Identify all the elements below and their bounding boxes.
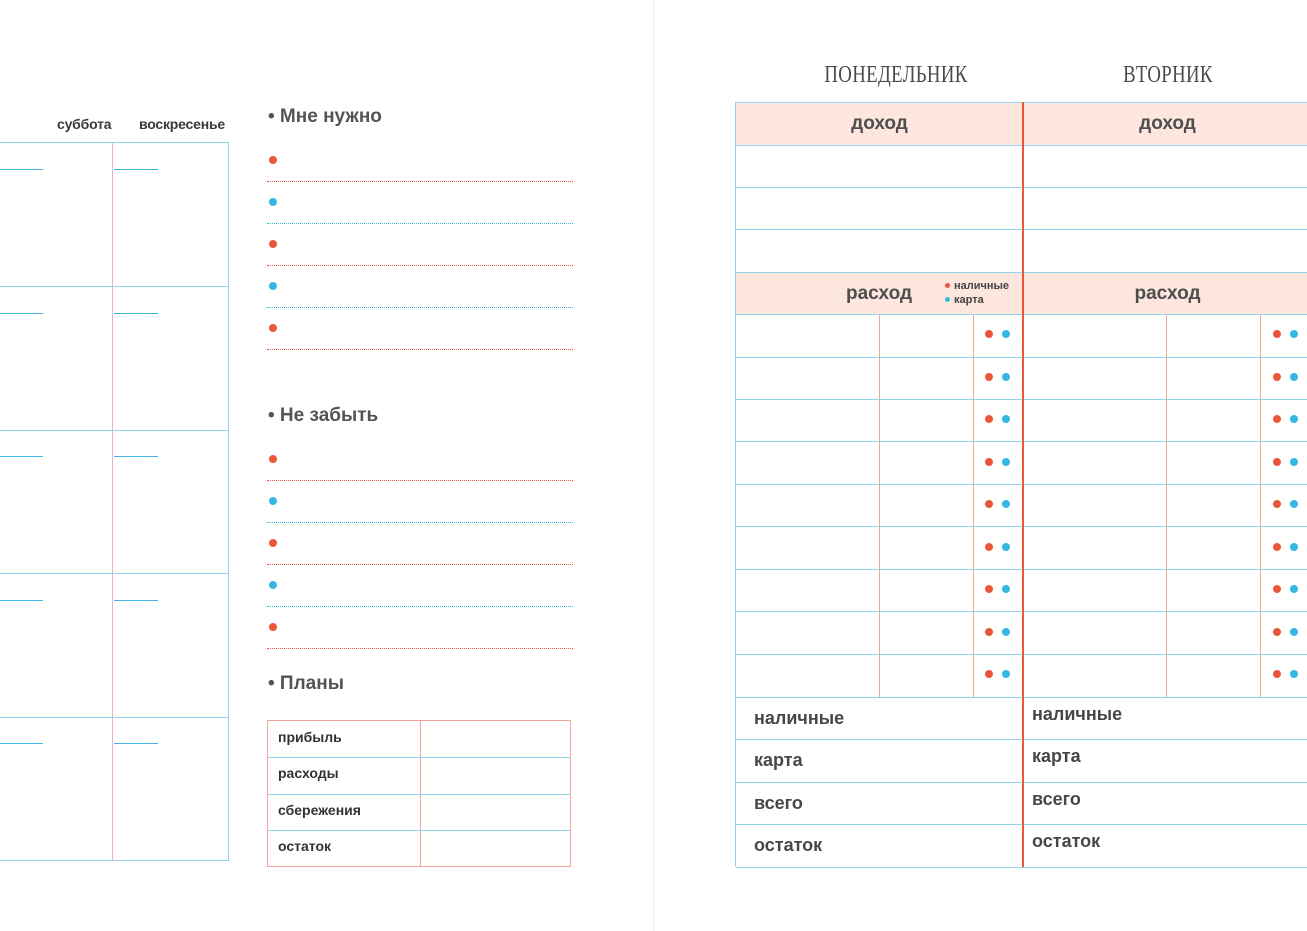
payment-legend (945, 279, 1009, 307)
plans-label-expenses: расходы (278, 765, 339, 781)
card-dot-icon (1290, 543, 1298, 551)
day-name-monday: ПОНЕДЕЛЬНИК (824, 62, 968, 88)
calendar-date-line (114, 743, 158, 744)
cash-dot-icon (1273, 585, 1281, 593)
page-gutter (653, 0, 654, 931)
plans-section-title: • Планы (268, 673, 344, 694)
cash-dot-icon (1273, 415, 1281, 423)
need-bullet-icon (269, 282, 277, 290)
card-dot-icon (1002, 373, 1010, 381)
calendar-date-line (0, 313, 43, 314)
cash-dot-icon (1273, 628, 1281, 636)
cash-dot-icon (985, 585, 993, 593)
need-section-title: • Мне нужно (268, 106, 382, 127)
calendar-week-divider (0, 573, 229, 574)
expense-header-tuesday: расход (1134, 283, 1201, 304)
expense-column-divider (1260, 315, 1261, 697)
card-dot-icon (1002, 458, 1010, 466)
need-bullet-icon (269, 240, 277, 248)
remember-section-title: • Не забыть (268, 405, 379, 426)
card-dot-icon (1002, 415, 1010, 423)
need-item-line (267, 181, 573, 182)
plans-label-profit: прибыль (278, 729, 342, 745)
card-dot-icon (1002, 585, 1010, 593)
summary-balance-monday: остаток (754, 835, 823, 855)
card-dot-icon (1290, 585, 1298, 593)
income-header-tuesday: доход (1139, 113, 1196, 134)
plans-table (267, 720, 571, 867)
remember-bullet-icon (269, 497, 277, 505)
legend-card (945, 293, 1009, 307)
calendar-date-line (114, 313, 158, 314)
cash-dot-icon (945, 283, 950, 288)
cash-dot-icon (1273, 330, 1281, 338)
summary-total-tuesday: всего (1032, 789, 1081, 809)
expense-column-divider (973, 315, 974, 697)
cash-dot-icon (985, 500, 993, 508)
need-item-line (267, 349, 573, 350)
cash-dot-icon (1273, 458, 1281, 466)
expense-header-monday: расход (846, 283, 912, 304)
remember-bullet-icon (269, 581, 277, 589)
cash-dot-icon (985, 458, 993, 466)
plans-row-divider (268, 757, 570, 758)
legend-cash (945, 279, 1009, 293)
card-dot-icon (1290, 415, 1298, 423)
cash-dot-icon (1273, 500, 1281, 508)
cash-dot-icon (985, 373, 993, 381)
summary-total-monday: всего (754, 793, 803, 813)
calendar-date-line (114, 169, 158, 170)
income-header-monday: доход (851, 113, 908, 134)
expense-column-divider (1166, 315, 1167, 697)
need-item-line (267, 307, 573, 308)
card-dot-icon (1290, 670, 1298, 678)
day-divider (1022, 102, 1024, 867)
calendar-week-divider (0, 717, 229, 718)
cash-dot-icon (985, 628, 993, 636)
summary-card-tuesday: карта (1032, 746, 1081, 766)
summary-balance-tuesday: остаток (1032, 831, 1101, 851)
need-bullet-icon (269, 198, 277, 206)
remember-item-line (267, 606, 573, 607)
card-dot-icon (1290, 628, 1298, 636)
card-dot-icon (1002, 670, 1010, 678)
remember-bullet-icon (269, 623, 277, 631)
calendar-column-divider (112, 142, 113, 861)
card-dot-icon (1002, 500, 1010, 508)
day-name-tuesday: ВТОРНИК (1123, 62, 1213, 88)
sunday-label: воскресенье (139, 116, 225, 132)
cash-dot-icon (985, 330, 993, 338)
remember-item-line (267, 522, 573, 523)
need-item-line (267, 223, 573, 224)
calendar-date-line (114, 456, 158, 457)
cash-dot-icon (1273, 543, 1281, 551)
legend-cash-label: наличные (954, 280, 1010, 292)
cash-dot-icon (985, 543, 993, 551)
expense-column-divider (879, 315, 880, 697)
remember-item-line (267, 480, 573, 481)
plans-row-divider (268, 794, 570, 795)
week-calendar-grid (0, 142, 229, 861)
card-dot-icon (1002, 330, 1010, 338)
cash-dot-icon (985, 670, 993, 678)
calendar-date-line (114, 600, 158, 601)
calendar-date-line (0, 456, 43, 457)
need-item-line (267, 265, 573, 266)
need-bullet-icon (269, 156, 277, 164)
need-bullet-icon (269, 324, 277, 332)
calendar-week-divider (0, 430, 229, 431)
summary-cash-tuesday: наличные (1032, 704, 1123, 724)
legend-card-label: карта (954, 294, 984, 306)
remember-bullet-icon (269, 455, 277, 463)
card-dot-icon (1290, 373, 1298, 381)
card-dot-icon (1290, 458, 1298, 466)
plans-label-savings: сбережения (278, 802, 361, 818)
plans-row-divider (268, 830, 570, 831)
cash-dot-icon (1273, 670, 1281, 678)
card-dot-icon (1290, 330, 1298, 338)
remember-bullet-icon (269, 539, 277, 547)
summary-cash-monday: наличные (754, 708, 845, 728)
budget-row-line (736, 867, 1307, 868)
card-dot-icon (945, 297, 950, 302)
calendar-date-line (0, 743, 43, 744)
calendar-week-divider (0, 286, 229, 287)
card-dot-icon (1290, 500, 1298, 508)
card-dot-icon (1002, 543, 1010, 551)
saturday-label: суббота (57, 116, 112, 132)
calendar-date-line (0, 600, 43, 601)
summary-card-monday: карта (754, 750, 803, 770)
remember-item-line (267, 648, 573, 649)
plans-label-balance: остаток (278, 838, 332, 854)
calendar-date-line (0, 169, 43, 170)
cash-dot-icon (985, 415, 993, 423)
card-dot-icon (1002, 628, 1010, 636)
remember-item-line (267, 564, 573, 565)
cash-dot-icon (1273, 373, 1281, 381)
